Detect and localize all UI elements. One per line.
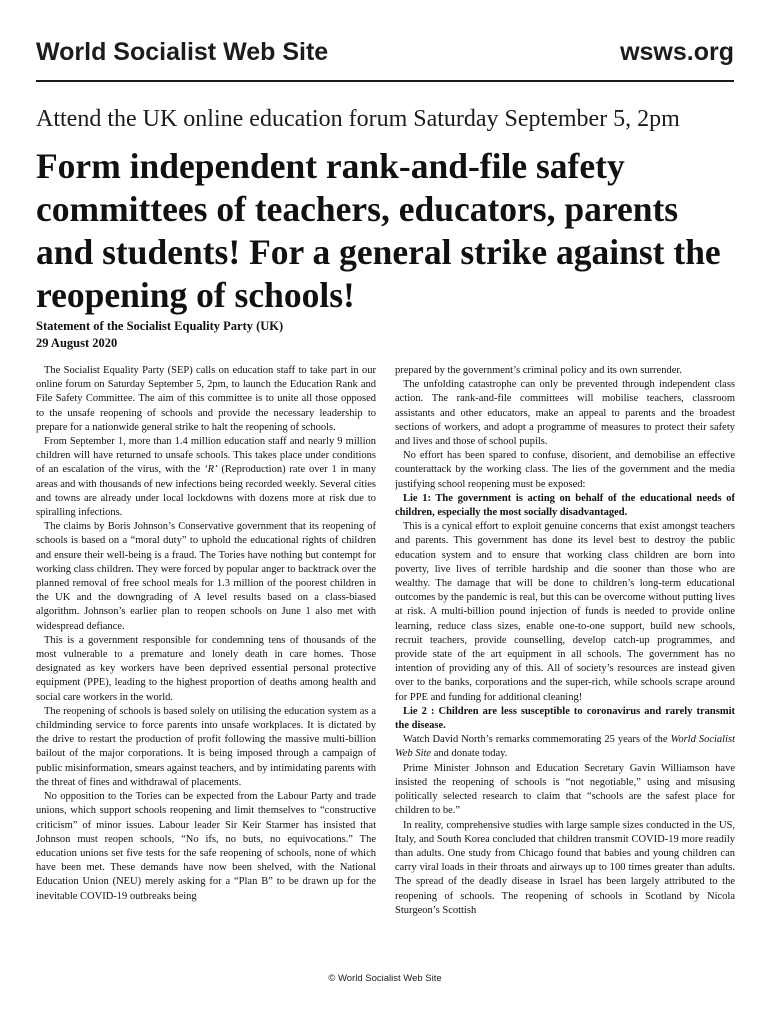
masthead [36, 38, 734, 78]
lie-1-heading [395, 492, 735, 520]
text-run: and donate today. [431, 748, 508, 760]
announcement: Attend the UK online education forum Saturday September 5, 2pm [36, 106, 680, 132]
text-run: Watch David North’s remarks commemorating 25 years of the [403, 734, 671, 746]
paragraph: The reopening of schools is based solely on utilising the education system as a childminding service to force parents into unsafe workplaces. It is dictated by the drive to restart the production of profit following the massive multi-billion bailout of the major corporations. It is being imposed through a campaign of public misinformation, smears against teachers, and by intimidating parents with the threat of fines and withdrawal of placements. [36, 705, 376, 788]
paragraph [36, 435, 376, 520]
byline-date: 29 August 2020 [36, 335, 118, 350]
lie-2-heading: Lie 2 : Children are less susceptible to coronavirus and rarely transmit the disease. [395, 705, 735, 732]
paragraph: This is a government responsible for condemning tens of thousands of the most vulnerable to a premature and lonely death in care homes. Those designated as key workers have been deprived essential personal protective equipment (PPE), leading to the highest proportion of deaths among health and social care workers in the world. [36, 634, 376, 703]
paragraph [395, 733, 735, 761]
headline: Form independent rank-and-file safety committees of teachers, educators, parents and students! For a general strike against the reopening of schools! [36, 146, 721, 315]
paragraph: The claims by Boris Johnson’s Conservative government that its reopening of schools is based on a “moral duty” to uphold the educational rights of children and ensure their well-being is a fraud. The Tories have nothing but contempt for working class children. They were forced by popular anger to backtrack over the planned removal of free school meals for 1.3 million of the poorest children in the UK and the downgrading of A level results based on a class-biased algorithm. Johnson’s earlier plan to reopen schools on June 1 also met with widespread defiance. [36, 521, 376, 632]
site-name: World Socialist Web Site [36, 38, 329, 66]
article-column-right [395, 364, 735, 949]
text-run: From September 1, more than 1.4 million education staff and nearly 9 million children will have returned to unsafe schools. This takes place under conditions of an escalation of the virus, with the [36, 436, 376, 476]
site-url[interactable]: wsws.org [620, 38, 734, 66]
lie-1-label: Lie 1 [403, 492, 428, 504]
reproduction-rate-symbol: ‘R’ [204, 464, 218, 476]
paragraph: prepared by the government’s criminal policy and its own surrender. [395, 365, 682, 376]
paragraph: This is a cynical effort to exploit genuine concerns that exist amongst teachers and parents. This government has done its level best to destroy the public education system and to ensure that working class children are born into poverty, live lives of terrible hardship and die sooner than those who are wealthy. The damage that will be done to children’s long-term educational outcomes by the pandemic is real, but this can be overcome without putting lives at risk. A multi-billion pound injection of funds is needed to provide online learning, reduce class sizes, enable one-to-one support, build new schools, recruit teachers, provide counselling, develop catch-up programmes, and provide state of the art equipment in all schools. The government has no intention of providing any of this. All of society’s resources are instead given over to the banks, corporations and the super-rich, while schools scrape around for PPE and funding for additional cleaning! [395, 521, 735, 703]
byline [36, 318, 536, 351]
text-run: (Reproduction) rate over 1 in many areas and with thousands of new infections being recorded weekly. Several cities and towns are already under local lockdowns with dozens more at risk due to spiralling infections. [36, 464, 376, 519]
paragraph: No opposition to the Tories can be expected from the Labour Party and trade unions, which support schools reopening and limit themselves to “constructive criticism” of minor issues. Labour leader Sir Keir Starmer has insisted that Johnson must reopen schools, “No ifs, no buts, no equivocations.” The education unions set five tests for the safe reopening of schools, none of which have been met. These demands have now been shelved, with the National Education Union (NEU) merely asking for a “Plan B” to be drawn up for the inevitable COVID-19 outbreaks being [36, 791, 376, 902]
wsws-link[interactable]: World Socialist Web Site [395, 734, 735, 760]
lie-1-text: : The government is acting on behalf of the educational needs of children, especially the most socially disadvantaged. [395, 492, 735, 519]
footer-copyright: © World Socialist Web Site [328, 973, 442, 984]
paragraph: No effort has been spared to confuse, disorient, and demobilise an effective counterattack by the working class. The lies of the government and the media justifying school reopening must be exposed: [395, 450, 735, 490]
paragraph: In reality, comprehensive studies with large sample sizes conducted in the US, Italy, and South Korea concluded that children transmit COVID-19 more readily than adults. One study from Chicago found that babies and young children can carry viral loads in their throats and airways up to 100 times greater than adults. The spread of the deadly disease in Israel has been largely attributed to the reopening of schools. The reopening of schools in Scotland by Nicola Sturgeon’s Scottish [395, 819, 735, 916]
paragraph: Prime Minister Johnson and Education Secretary Gavin Williamson have insisted the reopening of schools is “not negotiable,” using and misusing politically selected research to claim that “schools are the safest place for children to be.” [395, 762, 735, 817]
byline-author: Statement of the Socialist Equality Party (UK) [36, 319, 284, 333]
masthead-rule [36, 80, 734, 82]
paragraph: The Socialist Equality Party (SEP) calls on education staff to take part in our online forum on Saturday September 5, 2pm, to launch the Education Rank and File Safety Committee. The aim of this committee is to unite all those opposed to the unsafe reopening of schools and provide the necessary leadership to prepare for a nationwide general strike to halt the reopening of schools. [36, 365, 376, 433]
paragraph: The unfolding catastrophe can only be prevented through independent class action. The rank-and-file committees will mobilise teachers, classroom assistants and other educators, make an appeal to parents and the broadest sections of workers, and adopt a programme of measures to protect their safety and lives and those of school pupils. [395, 379, 735, 448]
article-column-left [36, 364, 376, 949]
